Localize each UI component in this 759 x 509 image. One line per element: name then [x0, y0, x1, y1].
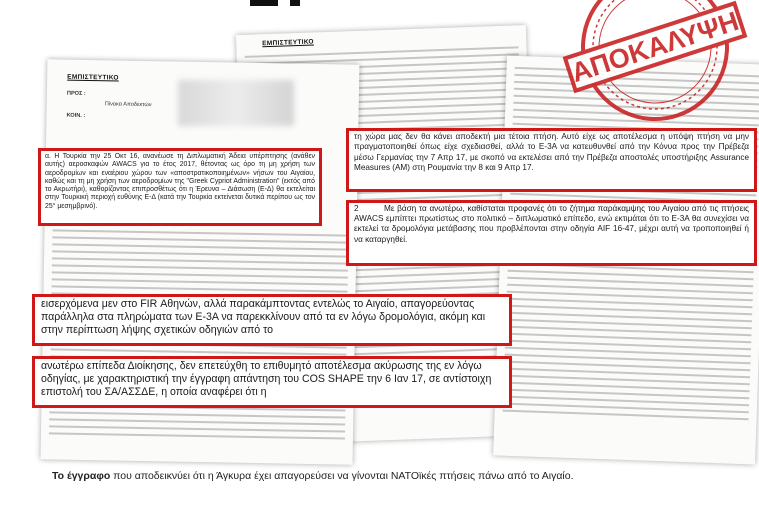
paragraph-number: 2 — [354, 204, 359, 213]
highlight-box-right-bottom — [346, 200, 757, 266]
highlight-box-middle — [32, 294, 512, 346]
highlight-text — [354, 204, 749, 245]
caption-bold: Το έγγραφο — [52, 470, 111, 482]
caption-text: που αποδεικνύει ότι η Άγκυρα έχει απαγορεύσει να γίνονται ΝΑΤΟϊκές πτήσεις πάνω από το Αιγαίο. — [110, 470, 574, 482]
classification-label: ΕΜΠΙΣΤΕΥΤΙΚΟ — [67, 73, 119, 82]
image-caption — [52, 470, 574, 482]
highlight-box-bottom — [32, 356, 512, 408]
highlight-text: α. Η Τουρκία την 25 Οκτ 16, ανανέωσε τη Διπλωματική Άδεια υπέρπτησης (ανάθεν αυτής) αεροσκαφών AWACS για το έτος 2017, θέτοντας ως όρο τη μη χρήση των αεροδρομίων και εναέριου χώρου των «αποστρατικοποιημένων» νήσων του Αιγαίου, καθώς και τη μη χρήση των αεροδρομίων της "Greek Cypriot Administration" (εκτός από το Ακρωτήρι), καθορίζοντας επιπροσθέτως ότι η Έρευνα – Διάσωση (Ε-Δ) θα εκτελείται στην Τουρκική περιοχή ευθύνης Ε-Δ (κατά την Τουρκία εκτείνεται δυτικά περίπου ως τον 25° μεσημβρινό). — [45, 153, 315, 210]
cc-label: ΚΟΙΝ. : — [66, 112, 86, 119]
redacted-recipient-area — [178, 80, 294, 126]
top-edge-mark — [290, 0, 300, 6]
highlight-box-alpha — [38, 148, 322, 226]
apokalypsi-stamp-icon — [560, 0, 750, 122]
top-edge-mark — [250, 0, 278, 6]
classification-label: ΕΜΠΙΣΤΕΥΤΙΚΟ — [262, 38, 314, 48]
highlight-text: εισερχόμενα μεν στο FIR Αθηνών, αλλά παρακάμπτοντας εντελώς το Αιγαίο, απαγορεύοντας παράλληλα στα πληρώματα των Ε-3Α να παρεκκλίνουν από τα εν λόγω δρομολόγια, ακόμη και στην περίπτωση λήψης σχετικών οδηγιών από το — [41, 298, 486, 336]
paragraph-text: Με βάση τα ανωτέρω, καθίσταται προφανές ότι το ζήτημα παράκαμψης του Αιγαίου από τις πτήσεις AWACS εμπίπτει πρωτίστως στο πολιτικό – διπλωματικό επίπεδο, ενώ εκτιμάται ότι το Ε-3Α θα συνεχίσει να εκτελεί τα δρομολόγια μετάβασης που προβλέπονται στην οδηγία AIF 16-47, μέχρι αυτή να τροποποιηθεί ή να καταργηθεί. — [354, 204, 749, 244]
highlight-box-right-top — [346, 128, 757, 192]
to-label: ΠΡΟΣ : — [66, 90, 86, 97]
stamp-text: ΑΠΟΚΑΛΥΨΗ — [567, 5, 743, 89]
highlight-text: τη χώρα μας δεν θα κάνει αποδεκτή μια τέτοια πτήση. Αυτό είχε ως αποτέλεσμα η υπόψη πτήση να μην πραγματοποιηθεί όπως είχε σχεδιασθεί, αλλά το Ε-3Α να κατευθυνθεί από την Κόνυα προς την Πρέβεζα μέσω Γερμανίας την 7 Απρ 17, με σκοπό να εκτελέσει από την Πρέβεζα αποστολές υποστήριξης Assurance Measures (AM) στη Ρουμανία την 8 και 9 Απρ 17. — [354, 132, 749, 173]
to-value: Πίνακα Αποδεκτών — [104, 101, 152, 109]
highlight-text: ανωτέρω επίπεδα Διοίκησης, δεν επετεύχθη το επιθυμητό αποτέλεσμα ακύρωσης της εν λόγω οδηγίας, με χαρακτηριστική την έγγραφη απάντηση του COS SHAPE την 6 Ιαν 17, σε αντίστοιχη επιστολή του ΣΑ/ΑΣΣΔΕ, η οποία αναφέρει ότι η — [41, 360, 492, 398]
